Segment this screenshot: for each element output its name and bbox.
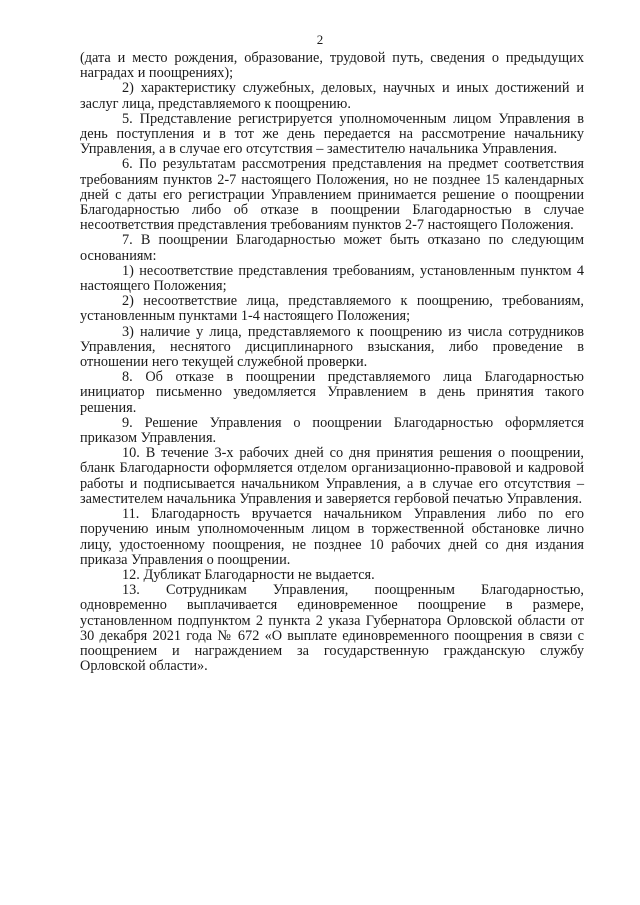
paragraph-item-11: 11. Благодарность вручается начальником Управления либо по его поручению иным уполномоченным лицом в торжественной обстановке лично лицу, удостоенному поощрения, не позднее 10 рабочих дней со дня издания приказа Управления о поощрении.: [80, 506, 584, 568]
paragraph-item-9: 9. Решение Управления о поощрении Благодарностью оформляется приказом Управления.: [80, 414, 584, 447]
document-body: [80, 51, 584, 674]
paragraph-item-7-sub-1: 1) несоответствие представления требованиям, установленным пунктом 4 настоящего Положения;: [80, 262, 584, 295]
paragraph-continuation: (дата и место рождения, образование, трудовой путь, сведения о предыдущих наградах и поощрениях);: [80, 50, 584, 82]
paragraph-item-6: 6. По результатам рассмотрения представления на предмет соответствия требованиям пунктов 2-7 настоящего Положения, но не позднее 15 календарных дней с даты его регистрации Управлением принимается решение о поощрении Благодарностью либо об отказе в поощрении Благодарностью в случае несоответствия представления требованиям пунктов 2-7 настоящего Положения.: [80, 156, 584, 234]
paragraph-item-5: 5. Представление регистрируется уполномоченным лицом Управления в день поступления и в тот же день передается на рассмотрение начальнику Управления, а в случае его отсутствия – заместителю начальника Управления.: [80, 110, 584, 158]
paragraph-item-10: 10. В течение 3-х рабочих дней со дня принятия решения о поощрении, бланк Благодарности оформляется отделом организационно-правовой и кадровой работы и подписывается начальником Управления, а в случае его отсутствия – заместителем начальника Управления и заверяется гербовой печатью Управления.: [80, 445, 584, 507]
paragraph-item-7-sub-2: 2) несоответствие лица, представляемого к поощрению, требованиям, установленным пунктами 1-4 настоящего Положения;: [80, 293, 584, 325]
paragraph-subitem-2-characteristics: 2) характеристику служебных, деловых, научных и иных достижений и заслуг лица, представляемого к поощрению.: [80, 80, 584, 112]
page-number: 2: [316, 32, 324, 47]
paragraph-item-7: 7. В поощрении Благодарностью может быть отказано по следующим основаниям:: [80, 232, 584, 264]
paragraph-item-12: 12. Дубликат Благодарности не выдается.: [122, 566, 375, 583]
paragraph-item-7-sub-3: 3) наличие у лица, представляемого к поощрению из числа сотрудников Управления, неснятого дисциплинарного взыскания, либо проведение в отношении него текущей служебной проверки.: [80, 323, 584, 371]
paragraph-item-13: 13. Сотрудникам Управления, поощренным Благодарностью, одновременно выплачивается единовременное поощрение в размере, установленном подпунктом 2 пункта 2 указа Губернатора Орловской области от 30 декабря 2021 года № 672 «О выплате единовременного поощрения в связи с поощрением и награждением за государственную гражданскую службу Орловской области».: [80, 582, 584, 675]
paragraph-item-8: 8. Об отказе в поощрении представляемого лица Благодарностью инициатор письменно уведомляется Управлением в день принятия такого решения.: [80, 369, 584, 416]
